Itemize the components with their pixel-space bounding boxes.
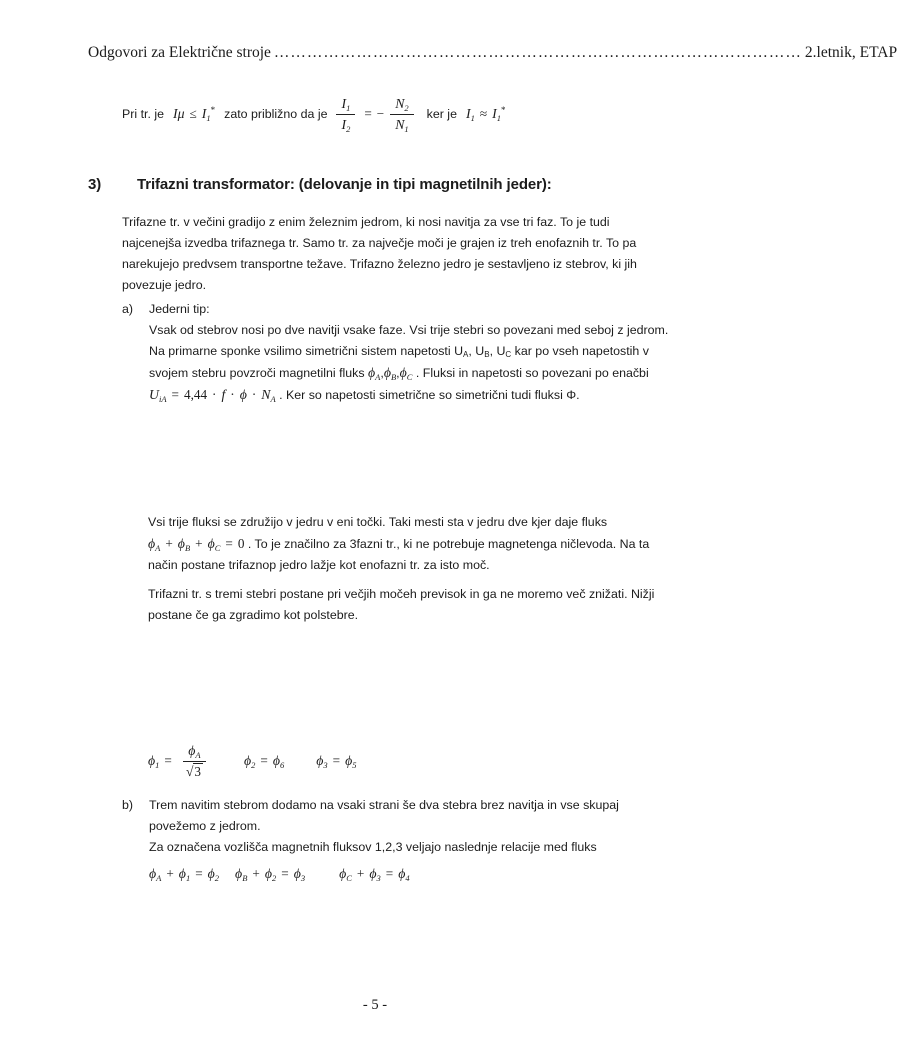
math-subscript: 1	[346, 102, 351, 113]
equals-operator: =	[364, 106, 372, 121]
phi-symbol: ϕ	[178, 866, 186, 881]
math-subscript: C	[214, 543, 221, 553]
math-base: U	[475, 344, 485, 358]
formula-mid-text: zato približno da je	[224, 107, 328, 121]
turns-ratio-fraction	[390, 95, 413, 134]
flux-phi-3	[316, 753, 327, 769]
phi-symbol: ϕ	[149, 866, 157, 881]
formula-post-text: ker je	[426, 107, 457, 121]
equals-operator: =	[260, 753, 268, 768]
flux-relation-1	[149, 863, 219, 884]
header-dot-leader: ……………………………………………………………………………………	[273, 44, 802, 61]
math-base: I	[492, 106, 497, 121]
item-a-paragraph	[149, 320, 670, 406]
fraction-denominator	[336, 115, 355, 134]
section-heading	[88, 176, 552, 193]
item-b-content	[149, 795, 649, 884]
section-number: 3)	[88, 176, 102, 193]
flux-phi-2	[208, 866, 219, 881]
voltage-uc	[496, 344, 511, 358]
text-segment: Vsak od stebrov nosi po dve navitji vsake faze. Vsi trije stebri so povezani med seboj z jedrom. Na primarne sponke vsilimo simetrični sistem napetosti	[149, 323, 669, 358]
item-a-title: Jederni tip:	[149, 302, 210, 316]
math-base: N	[395, 116, 405, 132]
phi-symbol: ϕ	[369, 866, 377, 881]
math-base: U	[149, 387, 159, 402]
text-segment: . Ker so napetosti simetrične so simetrični tudi fluksi Φ.	[275, 388, 580, 402]
header-course-title: Odgovori za Električne stroje	[88, 44, 271, 61]
phi-symbol: ϕ	[235, 866, 243, 881]
item-b-label: b)	[122, 798, 134, 812]
math-superscript: *	[500, 105, 506, 115]
item-b-line2: Za označena vozlišča magnetnih fluksov 1,2,3 veljajo naslednje relacije med fluks	[149, 840, 597, 854]
flux-phi-3	[294, 866, 305, 881]
leq-operator: ≤	[189, 106, 197, 121]
phi-symbol: ϕ	[244, 753, 252, 768]
flux-eq-3	[316, 753, 356, 769]
math-subscript: C	[406, 372, 413, 382]
math-base: I	[341, 95, 347, 111]
equals-operator: =	[332, 753, 341, 768]
zero-value: 0	[237, 536, 245, 551]
flux-division-formula	[148, 733, 389, 789]
flux-phi-b	[235, 866, 247, 881]
math-subscript: 2	[272, 873, 277, 883]
flux-phi-5	[345, 753, 356, 769]
math-base: I	[341, 116, 347, 132]
math-base: N	[261, 387, 271, 402]
phi-symbol: ϕ	[398, 866, 406, 881]
math-subscript: B	[242, 873, 248, 883]
phi-symbol: ϕ	[368, 365, 376, 380]
math-subscript: 2	[251, 760, 256, 770]
math-subscript: 4	[405, 873, 410, 883]
flux-sum-paragraph	[148, 512, 664, 576]
voltage-ub	[475, 344, 489, 358]
math-subscript: 1	[206, 113, 211, 123]
text-segment: . To je značilno za 3fazni tr., ki ne potrebuje magnetenga ničlevoda. Na ta način postane trifaznop jedro lažje kot enofazni tr. za isto moč.	[148, 537, 650, 572]
math-subscript: B	[484, 350, 490, 359]
phi-symbol: ϕ	[293, 866, 301, 881]
phi-symbol: ϕ	[383, 365, 391, 380]
cdot-operator: ·	[230, 387, 235, 402]
frequency-var: f	[221, 387, 226, 402]
flux-phi-2	[244, 753, 255, 769]
math-subscript: iA	[158, 394, 167, 404]
current-ratio-formula	[122, 84, 505, 144]
math-superscript: *	[210, 105, 216, 115]
flux-phi-3	[369, 866, 380, 881]
flux-relation-3	[339, 863, 410, 884]
flux-phi-a	[148, 537, 160, 551]
intro-paragraph: Trifazne tr. v večini gradijo z enim železnim jedrom, ki nosi navitja za vse tri faz. To je tudi najcenejša izvedba trifaznega tr. Samo tr. za največje moči je grajen iz treh enofaznih tr. To pa narekujejo predvsem transportne težave. Trifazno železno jedro je sestavljeno iz stebrov, ki jih povezuje jedro.	[122, 215, 637, 292]
math-subscript: 1	[155, 760, 160, 770]
cdot-operator: ·	[251, 387, 257, 402]
cdot-operator: ·	[212, 387, 217, 402]
separator: ,	[396, 366, 400, 380]
math-subscript: 1	[496, 113, 501, 123]
phi-symbol: ϕ	[207, 536, 215, 551]
page-header	[88, 44, 897, 62]
math-subscript: A	[156, 873, 162, 883]
current-ratio-fraction	[336, 95, 355, 134]
equals-operator: =	[171, 387, 179, 402]
section-title: Trifazni transformator: (delovanje in tipi magnetilnih jeder):	[137, 176, 552, 193]
phi-symbol: ϕ	[177, 536, 185, 551]
fraction-denominator	[181, 762, 208, 781]
math-base: U	[454, 344, 464, 358]
math-subscript: 6	[280, 760, 285, 770]
plus-operator: +	[195, 536, 203, 551]
flux-relations-row	[149, 863, 649, 884]
list-item-b	[122, 795, 685, 884]
math-subscript: C	[505, 350, 512, 359]
phi-symbol: ϕ	[239, 387, 247, 402]
math-subscript: 1	[470, 113, 475, 123]
math-subscript: 3	[376, 873, 381, 883]
math-subscript: 2	[404, 102, 409, 113]
math-subscript: A	[463, 350, 469, 359]
math-base: N	[395, 95, 405, 111]
math-subscript: 3	[323, 760, 328, 770]
phi-symbol: ϕ	[188, 742, 196, 758]
fraction-denominator	[390, 115, 413, 134]
math-subscript: A	[375, 372, 381, 382]
math-subscript: A	[155, 543, 161, 553]
radicand: 3	[194, 763, 202, 779]
height-paragraph: Trifazni tr. s tremi stebri postane pri večjih močeh previsok in ga ne moremo več znižati. Nižji postane če ga zgradimo kot polstebre.	[148, 587, 655, 622]
flux-phi-a	[368, 366, 380, 380]
math-subscript: A	[195, 749, 201, 760]
fraction-numerator	[183, 742, 205, 762]
separator: ,	[489, 344, 494, 358]
flux-phi-2	[265, 866, 276, 881]
coefficient: 4,44	[183, 387, 208, 402]
equals-operator: =	[225, 536, 233, 551]
phi-symbol: ϕ	[316, 753, 324, 768]
math-base: I	[465, 106, 471, 121]
math-var-imu: Iμ	[173, 106, 185, 121]
math-subscript: 5	[352, 760, 357, 770]
math-subscript: 1	[404, 123, 409, 134]
item-b-line1: Trem navitim stebrom dodamo na vsaki strani še dva stebra brez navitja in vse skupaj povežemo z jedrom.	[149, 798, 619, 833]
item-a-content	[149, 299, 670, 406]
plus-operator: +	[166, 866, 174, 881]
math-subscript: A	[270, 394, 276, 404]
phi-symbol: ϕ	[148, 753, 156, 768]
fraction-numerator	[390, 95, 413, 115]
equals-operator: =	[164, 753, 172, 768]
phi-symbol: ϕ	[339, 866, 347, 881]
math-subscript: 2	[214, 873, 220, 883]
text-segment: Vsi trije fluksi se združijo v jedru v eni točki. Taki mesti sta v jedru dve kjer daje fluks	[148, 515, 608, 529]
math-base: I	[201, 106, 207, 121]
plus-operator: +	[252, 866, 260, 881]
equals-operator: =	[385, 866, 394, 881]
phi-symbol: ϕ	[264, 866, 272, 881]
item-a-label: a)	[122, 302, 134, 316]
flux-phi-c	[208, 537, 221, 551]
flux-phi-c	[339, 866, 352, 881]
flux-phi-6	[273, 753, 284, 769]
voltage-ua	[454, 344, 468, 358]
turns-var	[261, 388, 275, 402]
formula-pre-text: Pri tr. je	[122, 107, 164, 121]
equals-operator: =	[281, 866, 289, 881]
phi-symbol: ϕ	[399, 365, 407, 380]
math-subscript: 2	[346, 123, 351, 134]
separator: ,	[380, 366, 384, 380]
phi-symbol: ϕ	[272, 753, 281, 768]
equals-operator: =	[195, 866, 203, 881]
phi-symbol: ϕ	[148, 536, 156, 551]
flux-relation-2	[235, 863, 305, 884]
plus-operator: +	[356, 866, 365, 881]
flux-phi-1	[148, 753, 159, 769]
approx-operator: ≈	[479, 106, 488, 121]
phi-over-sqrt3-fraction	[181, 742, 208, 781]
flux-phi-b	[384, 366, 396, 380]
page-number: - 5 -	[362, 997, 388, 1013]
plus-operator: +	[165, 536, 173, 551]
math-var-i1-star	[492, 106, 505, 122]
separator: ,	[468, 344, 472, 358]
phi-symbol: ϕ	[207, 866, 215, 881]
fraction-numerator	[336, 95, 355, 115]
math-subscript: 3	[300, 873, 306, 883]
text-segment: kar po vseh napetostih v svojem stebru povzroči magnetilni fluks	[149, 344, 649, 380]
flux-phi-c	[400, 366, 413, 380]
minus-sign: −	[376, 106, 385, 121]
math-base: U	[496, 344, 506, 358]
phi-symbol: ϕ	[345, 753, 353, 768]
header-class-label: 2.letnik, ETAP	[804, 44, 897, 61]
math-subscript: C	[346, 873, 352, 883]
induced-voltage-var	[149, 388, 167, 402]
flux-phi-a	[149, 866, 161, 881]
flux-phi-1	[179, 866, 190, 881]
math-var-i1-star	[202, 106, 215, 122]
flux-phi-b	[178, 537, 190, 551]
flux-phi-4	[398, 866, 409, 881]
math-subscript: B	[390, 372, 397, 382]
list-item-a	[122, 299, 685, 406]
radical-sign: √	[185, 763, 194, 779]
math-subscript: 1	[185, 873, 191, 883]
text-segment: . Fluksi in napetosti so povezani po enačbi	[412, 366, 649, 380]
flux-eq-1	[148, 742, 212, 781]
flux-eq-2	[244, 753, 284, 769]
math-var-i1	[466, 106, 475, 122]
math-subscript: B	[184, 543, 191, 553]
